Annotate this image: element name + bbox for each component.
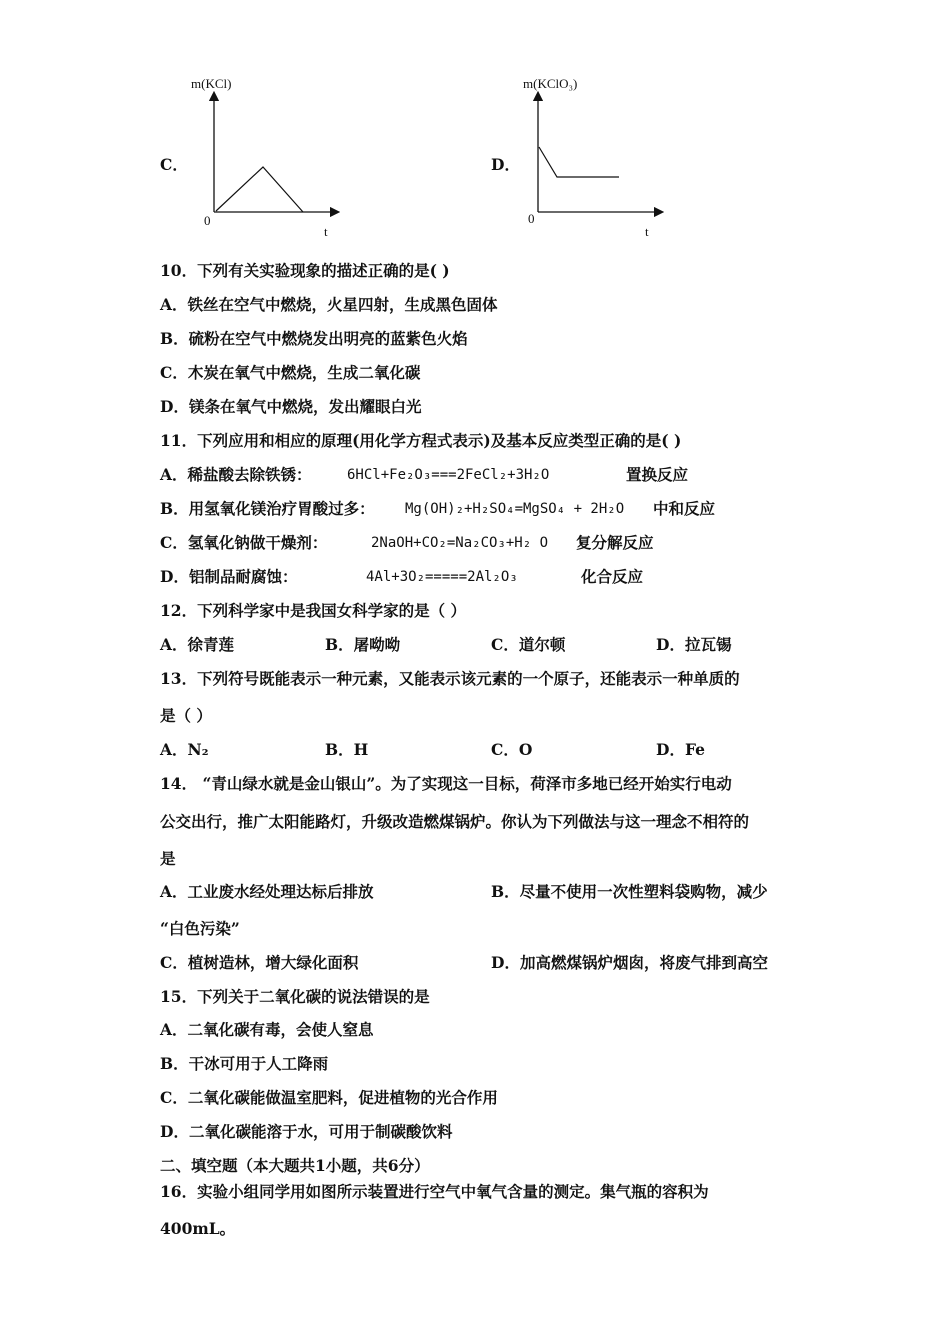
q10-option-c: C．木炭在氧气中燃烧，生成二氧化碳 (160, 363, 421, 382)
q10-option-b: B．硫粉在空气中燃烧发出明亮的蓝紫色火焰 (160, 329, 468, 348)
q14-option-c: C．植树造林，增大绿化面积 (160, 953, 359, 972)
graph-d-y-label: m(KClO₃) (523, 76, 578, 91)
q11-option-a-text: A．稀盐酸去除铁锈： (160, 465, 312, 484)
q11-option-a-type: 置换反应 (626, 465, 689, 484)
q10-option-d: D．镁条在氧气中燃烧，发出耀眼白光 (160, 397, 422, 416)
graph-c-option-label: C． (160, 155, 188, 174)
q11-option-d-equation: 4Al+3O₂=====2Al₂O₃ (366, 569, 518, 585)
q10-option-a: A．铁丝在空气中燃烧，火星四射，生成黑色固体 (160, 295, 498, 314)
graph-c-kcl-mass (185, 70, 355, 240)
q11-option-d-type: 化合反应 (581, 567, 644, 586)
q14-stem-line1: 14． “青山绿水就是金山银山”。为了实现这一目标，荷泽市多地已经开始实行电动 (160, 774, 732, 793)
graph-d-x-label: t (645, 224, 649, 239)
q12-option-d: D．拉瓦锡 (656, 635, 732, 654)
q15-option-d: D．二氧化碳能溶于水，可用于制碳酸饮料 (160, 1122, 453, 1141)
q16-stem-line1: 16．实验小组同学用如图所示装置进行空气中氧气含量的测定。集气瓶的容积为 (160, 1182, 709, 1201)
section-heading-fill-in: 二、填空题（本大题共1小题，共6分） (160, 1156, 430, 1175)
q14-stem-line3: 是 (160, 849, 176, 868)
q11-option-c-equation: 2NaOH+CO₂=Na₂CO₃+H₂ O (371, 535, 549, 551)
q13-option-c: C．O (491, 740, 533, 759)
graph-c-origin-label: 0 (204, 213, 211, 228)
q10-stem: 10．下列有关实验现象的描述正确的是( ) (160, 261, 450, 280)
q15-stem: 15．下列关于二氧化碳的说法错误的是 (160, 987, 430, 1006)
q13-stem-line2: 是（ ） (160, 706, 212, 725)
q16-stem-line2: 400mL。 (160, 1219, 236, 1238)
q11-option-b-equation: Mg(OH)₂+H₂SO₄=MgSO₄ + 2H₂O (405, 501, 625, 517)
graph-c-curve (216, 167, 303, 212)
q11-option-c-text: C．氢氧化钠做干燥剂： (160, 533, 328, 552)
q12-option-c: C．道尔顿 (491, 635, 566, 654)
graph-d-origin-label: 0 (528, 211, 535, 226)
q15-option-a: A．二氧化碳有毒，会使人窒息 (160, 1020, 374, 1039)
graph-d-kclo3-mass (511, 70, 681, 240)
q11-option-b-type: 中和反应 (653, 499, 716, 518)
q13-option-d: D．Fe (656, 740, 705, 759)
graph-c-x-label: t (324, 224, 328, 239)
q12-option-a: A．徐青莲 (160, 635, 235, 654)
q14-option-a: A．工业废水经处理达标后排放 (160, 882, 374, 901)
q14-option-b: B．尽量不使用一次性塑料袋购物，减少 (491, 882, 768, 901)
q12-option-b: B．屠呦呦 (325, 635, 401, 654)
q11-option-a-equation: 6HCl+Fe₂O₃===2FeCl₂+3H₂O (347, 467, 550, 483)
q14-option-b-continued: “白色污染” (160, 919, 240, 938)
q11-option-b-text: B．用氢氧化镁治疗胃酸过多： (160, 499, 375, 518)
q12-stem: 12．下列科学家中是我国女科学家的是（ ） (160, 601, 466, 620)
graph-c-y-label: m(KCl) (191, 76, 232, 91)
q14-option-d: D．加高燃煤锅炉烟囱，将废气排到高空 (491, 953, 768, 972)
q11-option-c-type: 复分解反应 (576, 533, 654, 552)
q13-stem-line1: 13．下列符号既能表示一种元素，又能表示该元素的一个原子，还能表示一种单质的 (160, 669, 740, 688)
q14-stem-line2: 公交出行，推广太阳能路灯，升级改造燃煤锅炉。你认为下列做法与这一理念不相符的 (160, 812, 750, 831)
q15-option-b: B．干冰可用于人工降雨 (160, 1054, 329, 1073)
graph-d-option-label: D． (491, 155, 520, 174)
q13-option-a: A．N₂ (160, 740, 209, 759)
graph-d-curve (539, 147, 619, 177)
q11-option-d-text: D．铝制品耐腐蚀： (160, 567, 298, 586)
q11-stem: 11．下列应用和相应的原理(用化学方程式表示)及基本反应类型正确的是( ) (160, 431, 682, 450)
q15-option-c: C．二氧化碳能做温室肥料，促进植物的光合作用 (160, 1088, 498, 1107)
q13-option-b: B．H (325, 740, 369, 759)
